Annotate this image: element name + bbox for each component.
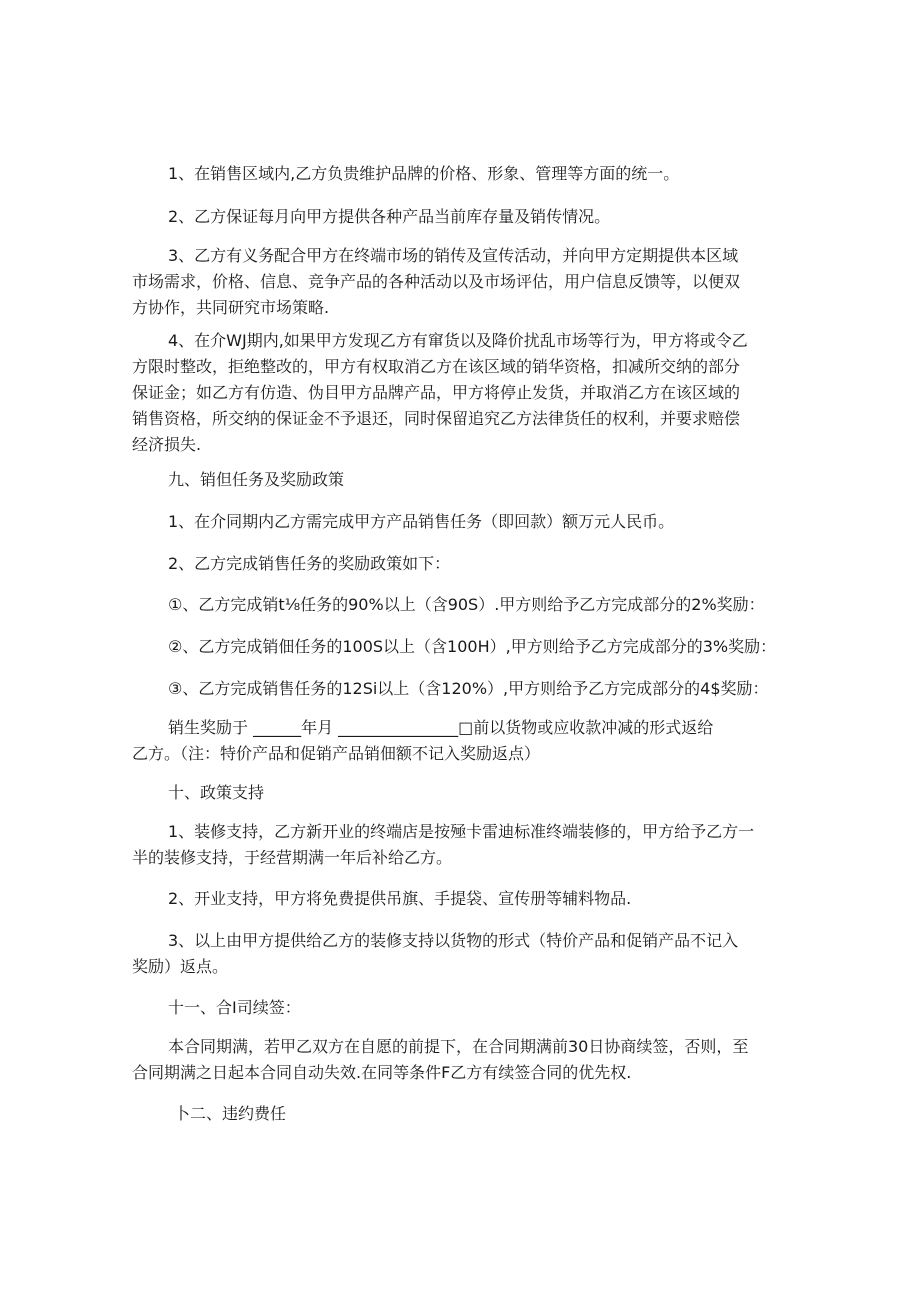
reward-tier-2 <box>132 634 792 660</box>
clause-4-line-5: 经济损失. <box>132 435 202 454</box>
section-11-clause-line-2: 合同期满之日起本合同自动失效.在同等条件F乙方有续签合同的优先权. <box>132 1063 632 1082</box>
section-10-clause-1 <box>132 819 792 871</box>
section-9-clause-1 <box>132 509 792 535</box>
reward-tier-2-text: ②、乙方完成销佃任务的100S以上（含100H）,甲方则给予乙方完成部分的3%奖励： <box>168 637 777 656</box>
clause-4-line-2: 方限时整改，拒绝整改的，甲方有权取消乙方在该区域的销华资格，扣减所交纳的部分 <box>132 357 741 376</box>
section-12-heading <box>132 1101 792 1127</box>
section-11-heading <box>132 995 792 1021</box>
section-10-clause-1-line-1: 1、装修支持，乙方新开业的终端店是按殛卡雷迪标准终端装修的，甲方给予乙方一 <box>168 822 755 841</box>
section-10-clause-1-line-2: 半的装修支持，于经营期满一年后补给乙方。 <box>132 848 453 867</box>
section-9-clause-1-text: 1、在介同期内乙方需完成甲方产品销售任务（即回款）额万元人民币。 <box>168 512 675 531</box>
section-10-clause-3 <box>132 928 792 980</box>
section-12-title: 卜二、违约费任 <box>174 1104 287 1123</box>
clause-1-text: 1、在销售区域内,乙方负贵维护品牌的价格、形象、管理等方面的统一。 <box>168 164 680 183</box>
clause-4-line-4: 销售资格，所交纳的保证金不予退还，同时保留追究乙方法律货任的权利，并要求赔偿 <box>132 409 741 428</box>
clause-3 <box>132 243 792 321</box>
clause-2 <box>132 204 792 230</box>
section-10-heading <box>132 780 792 806</box>
reward-tier-1-text: ①、乙方完成销t⅛任务的90%以上（含90S）.甲方则给予乙方完成部分的2%奖励： <box>168 595 765 614</box>
section-9-clause-2-text: 2、乙方完成销售任务的奖励政策如下： <box>168 554 451 573</box>
reward-tier-3-text: ③、乙方完成销售任务的12Si以上（含120%）,甲方则给予乙方完成部分的4$奖励： <box>168 679 769 698</box>
clause-4 <box>132 328 792 458</box>
clause-2-text: 2、乙方保证每月向甲方提供各种产品当前库存量及销传情况。 <box>168 207 611 226</box>
section-10-clause-2-text: 2、开业支持，甲方将免费提供吊旗、手提袋、宣传册等辅料物品. <box>168 889 632 908</box>
reward-settlement-line-2: 乙方。（注：特价产品和促销产品销佃额不记入奖励返点） <box>132 744 541 763</box>
section-11-clause <box>132 1034 792 1086</box>
reward-tier-3 <box>132 676 792 702</box>
section-10-clause-3-line-1: 3、以上由甲方提供给乙方的装修支持以货物的形式（特价产品和促销产品不记入 <box>168 931 739 950</box>
clause-3-line-2: 市场需求，价格、信息、竞争产品的各种活动以及市场评估，用户信息反馈等，以便双 <box>132 272 741 291</box>
section-10-clause-3-line-2: 奖励）返点。 <box>132 957 229 976</box>
reward-tier-1 <box>132 592 792 618</box>
clause-3-line-3: 方协作，共同研究市场策略. <box>132 298 330 317</box>
section-9-clause-2 <box>132 551 792 577</box>
clause-3-line-1: 3、乙方有义务配合甲方在终端市场的销传及宣传活动，并向甲方定期提供本区域 <box>168 246 739 265</box>
clause-1 <box>132 161 792 187</box>
reward-settlement <box>132 715 792 767</box>
section-9-title: 九、销但任务及奖励政策 <box>168 470 345 489</box>
section-11-clause-line-1: 本合同期满，若甲乙双方在自愿的前提下，在合同期满前30日协商续签，否则，至 <box>168 1037 749 1056</box>
section-10-clause-2 <box>132 886 792 912</box>
section-11-title: 十一、合I司续签： <box>168 998 301 1017</box>
clause-4-line-3: 保证金；如乙方有仿造、伪目甲方品牌产品，甲方将停止发货，并取消乙方在该区域的 <box>132 383 741 402</box>
section-10-title: 十、政策支持 <box>168 783 265 802</box>
clause-4-line-1: 4、在介WJ期内,如果甲方发现乙方有窜货以及降价扰乱市场等行为，甲方将或令乙 <box>168 331 748 350</box>
section-9-heading <box>132 467 792 493</box>
reward-settlement-line-1: 销生奖励于 ______年月 _______________□前以货物或应收款冲减的形式返给 <box>168 718 714 737</box>
